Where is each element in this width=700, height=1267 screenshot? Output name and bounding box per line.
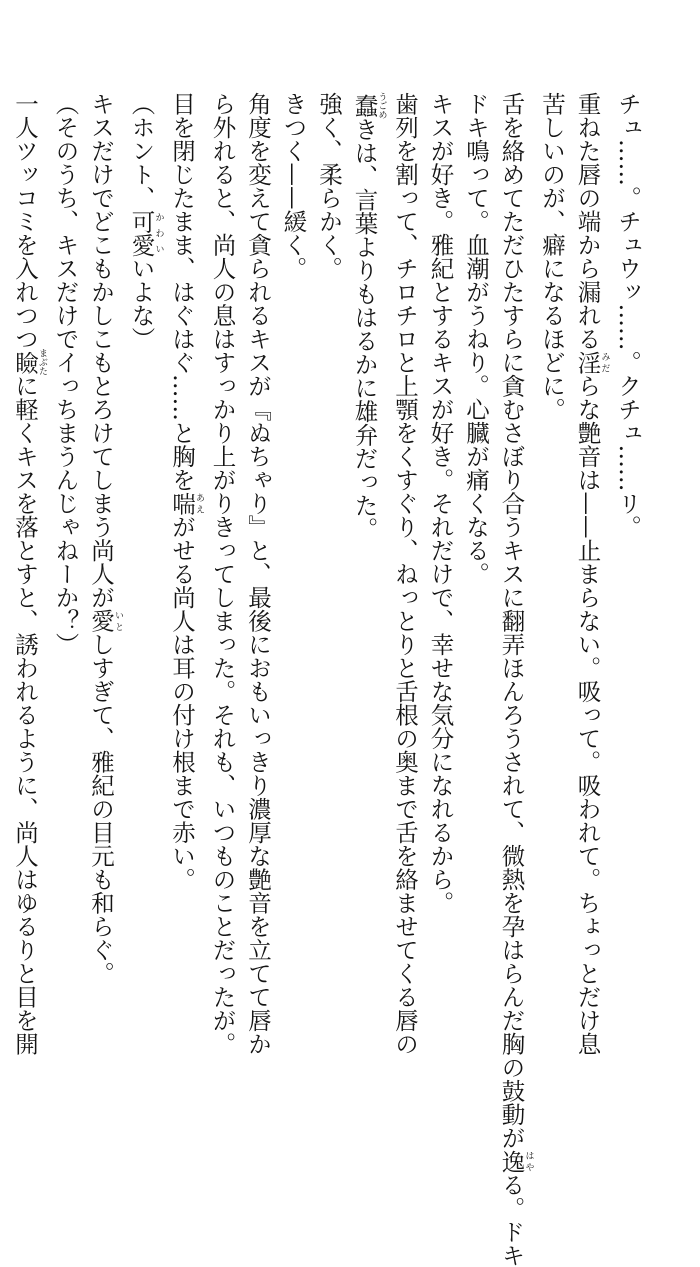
text-line-13: 目を閉じたまま、はぐはぐ……と胸を喘あえがせる尚人は耳の付け根まで赤い。 [168,92,204,891]
furigana: 瞼まぶた [11,348,47,376]
text-line-2: 重ねた唇の端から漏れる淫みだらな艶音は——止まらない。吸って。吸われて。ちょっとだけ息 [573,92,610,1056]
furigana: 可愛かわい [127,209,164,257]
text-line-5: ドキ鳴って。血潮がうねり。心臓が痛くなる。 [462,92,490,586]
text-line-17: 一人ツッコミを入れつつ瞼まぶたに軽くキスを落とすと、誘われるように、尚人はゆるりと目を開 [11,92,47,1056]
text-line-14: （ホント、可愛かわいいよな） [127,92,164,351]
text-line-10: きつく——緩く。 [279,92,308,280]
furigana: 淫みだ [573,350,610,374]
furigana: 喘あえ [168,491,204,515]
text-line-11: 角度を変えて貪られるキスが『ぬちゃり』と、最後におもいっきり濃厚な艶音を立てて唇か [244,92,272,1056]
text-line-6: キスが好き。雅紀とするキスが好き。それだけで、幸せな気分になれるから。 [426,92,455,915]
text-line-3: 苦しいのが、癖になるほどに。 [538,92,566,421]
text-line-8: 蠢うごめきは、言葉よりもはるかに雄弁だった。 [350,92,387,541]
text-line-15: キスだけでどこもかしこもとろけてしまう尚人が愛いとしすぎて、雅紀の目元も和らぐ。 [87,92,123,985]
text-line-1: チュ……。チュウッ……。クチュ……リ。 [614,92,642,539]
text-line-12: ら外れると、尚人の息はすっかり上がりきってしまった。それも、いつものことだったが。 [208,92,237,1056]
text-line-16: （そのうち、キスだけでイっちまうんじゃねーか？） [51,92,80,656]
furigana: 愛いと [87,609,123,633]
vertical-text-body [7,92,646,1267]
text-line-7: 歯列を割って、チロチロと上顎をくすぐり、ねっとりと舌根の奥まで舌を絡ませてくる唇の [391,92,419,1056]
text-line-4: 舌を絡めてただひたすらに貪むさぼり合うキスに翻弄ほんろうされて、微熱を孕はらんだ胸の鼓動が逸はやる。ドキ [497,92,534,1267]
furigana: 蠢うごめ [350,92,387,119]
text-line-9: 強く、柔らかく。 [315,92,343,280]
furigana: 逸はや [497,1149,534,1173]
